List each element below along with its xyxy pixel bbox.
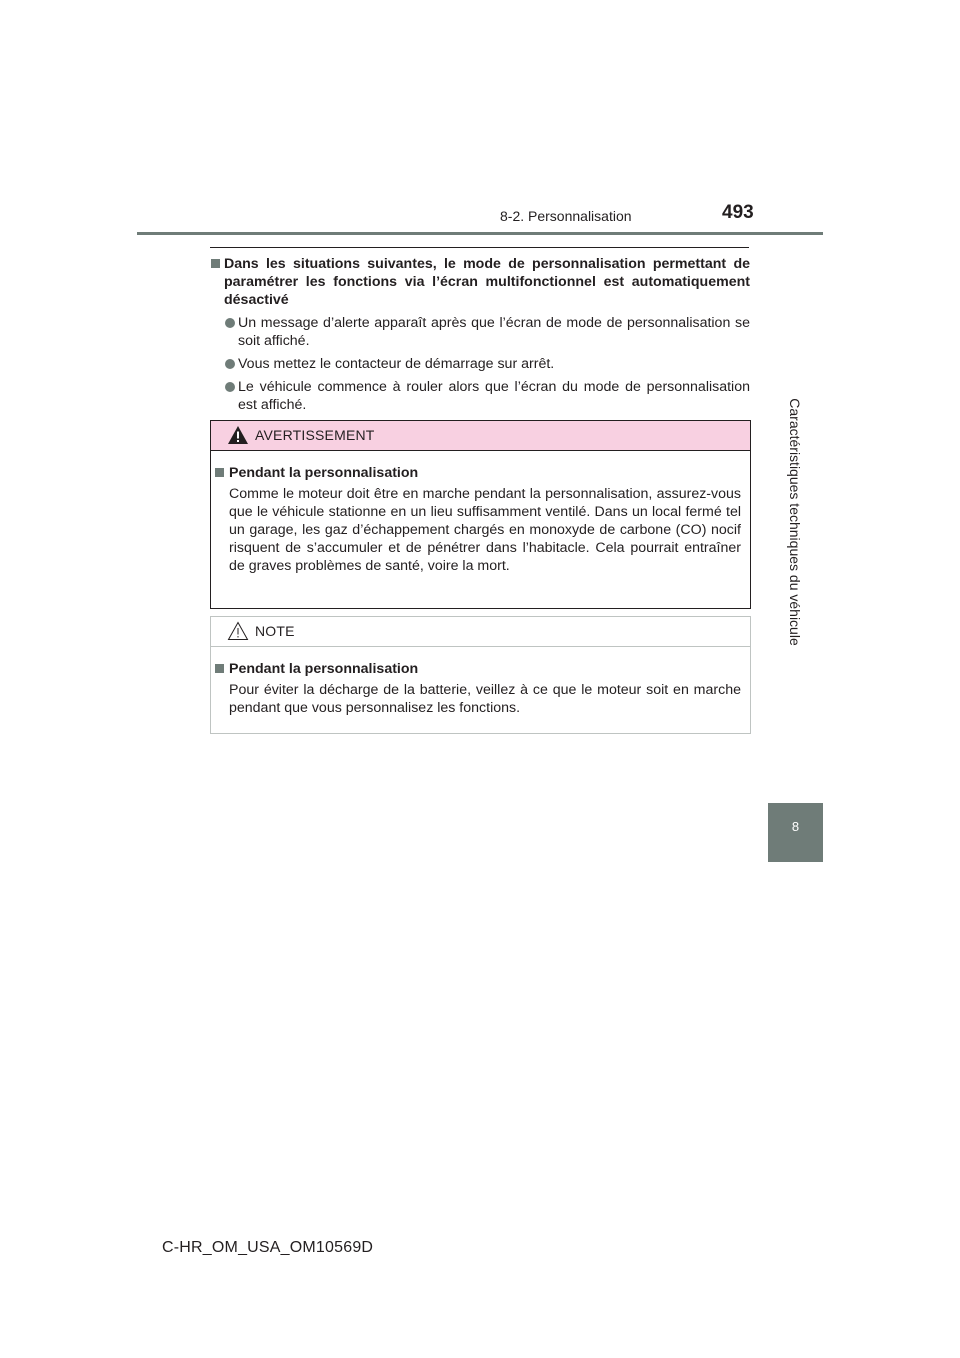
square-bullet-icon [215, 664, 224, 673]
section-heading-text: Dans les situations suivantes, le mode de personnalisation permettant de paramétrer les fonctions via l’écran multifonctionnel est automatiquement désactivé [224, 256, 750, 308]
section-rule [210, 247, 749, 248]
chapter-number: 8 [791, 819, 800, 834]
note-header [211, 617, 750, 647]
list-item [210, 355, 750, 373]
list-item-text: Vous mettez le contacteur de démarrage sur arrêt. [238, 356, 555, 372]
header-rule [137, 232, 823, 235]
note-heading-text: Pendant la personnalisation [229, 661, 419, 677]
note-heading [215, 660, 741, 678]
round-bullet-icon [225, 359, 235, 369]
warning-heading [215, 464, 741, 482]
round-bullet-icon [225, 318, 235, 328]
header-section-title: 8-2. Personnalisation [500, 208, 632, 224]
page-number: 493 [722, 202, 754, 223]
warning-header [211, 421, 750, 451]
list-item [210, 378, 750, 414]
note-body [211, 647, 750, 717]
list-item-text: Le véhicule commence à rouler alors que l’écran du mode de personnalisation est affiché. [238, 379, 750, 413]
note-title: NOTE [255, 623, 295, 639]
section-heading [210, 255, 750, 309]
warning-triangle-icon [227, 425, 249, 445]
square-bullet-icon [211, 259, 220, 268]
warning-title: AVERTISSEMENT [255, 427, 375, 443]
document-code: C-HR_OM_USA_OM10569D [162, 1239, 374, 1256]
main-content [210, 255, 750, 414]
list-item [210, 314, 750, 350]
warning-box [210, 420, 751, 609]
square-bullet-icon [215, 468, 224, 477]
side-tab-label: Caractéristiques techniques du véhicule [787, 398, 803, 646]
warning-body [211, 451, 750, 575]
list-item-text: Un message d’alerte apparaît après que l’écran de mode de personnalisation se soit affiché. [238, 315, 750, 349]
note-text: Pour éviter la décharge de la batterie, veillez à ce que le moteur soit en marche pendant que vous personnalisez les fonctions. [229, 682, 741, 716]
warning-text: Comme le moteur doit être en marche pendant la personnalisation, assurez-vous que le véhicule stationne en un lieu suffisamment ventilé. Dans un local fermé tel un garage, les gaz d’échappement chargés en monoxyde de carbone (CO) nocif risquent de s’accumuler et de pénétrer dans l’habitacle. Cela pourrait entraîner de graves problèmes de santé, voire la mort. [229, 486, 741, 574]
warning-heading-text: Pendant la personnalisation [229, 465, 419, 481]
caution-outline-icon [227, 621, 249, 641]
round-bullet-icon [225, 382, 235, 392]
chapter-tab [768, 803, 823, 862]
note-box [210, 616, 751, 734]
